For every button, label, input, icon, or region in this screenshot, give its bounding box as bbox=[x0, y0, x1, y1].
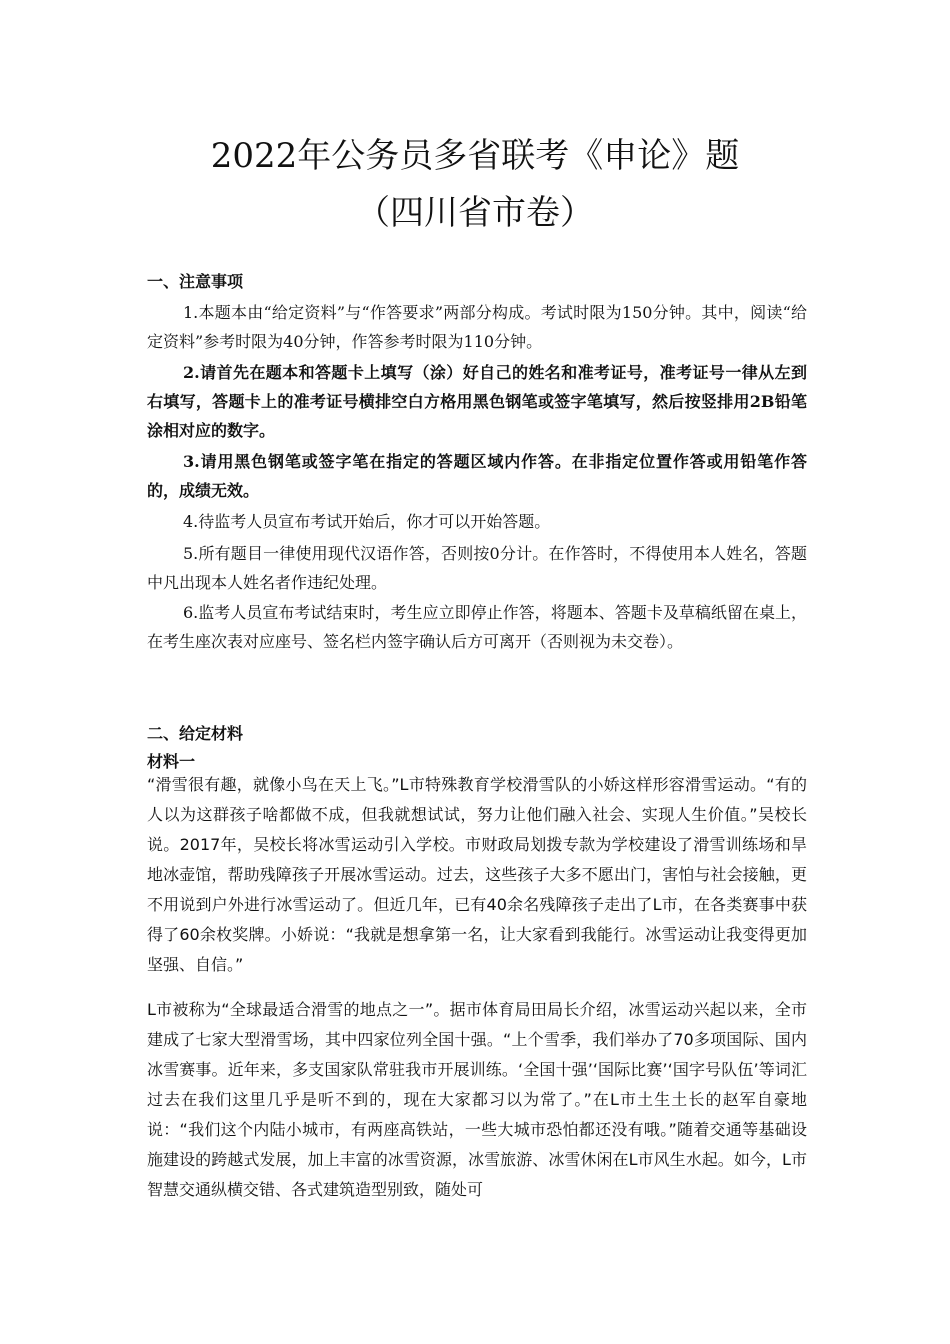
notice-item: 1.本题本由“给定资料”与“作答要求”两部分构成。考试时限为150分钟。其中，阅读“给定资料”参考时限为40分钟，作答参考时限为110分钟。 bbox=[147, 303, 807, 351]
document-subtitle: （四川省市卷） bbox=[356, 193, 594, 233]
notice-item: 4.待监考人员宣布考试开始后，你才可以开始答题。 bbox=[183, 512, 551, 531]
document-title: 2022年公务员多省联考《申论》题 bbox=[210, 136, 740, 176]
notice-item: 2.请首先在题本和答题卡上填写（涂）好自己的姓名和准考证号，准考证号一律从左到右填写，答题卡上的准考证号横排空白方格用黑色钢笔或签字笔填写，然后按竖排用2B铅笔涂相对应的数字。 bbox=[147, 363, 807, 440]
notice-item: 5.所有题目一律使用现代汉语作答，否则按0分计。在作答时，不得使用本人姓名，答题中凡出现本人姓名者作违纪处理。 bbox=[147, 544, 807, 592]
material-title: 材料一 bbox=[147, 752, 196, 771]
material-paragraph: L市被称为“全球最适合滑雪的地点之一”。据市体育局田局长介绍，冰雪运动兴起以来，全市建成了七家大型滑雪场，其中四家位列全国十强。“上个雪季，我们举办了70多项国际、国内冰雪赛事。近年来，多支国家队常驻我市开展训练。‘全国十强’‘国际比赛’‘国字号队伍’等词汇过去在我们这里几乎是听不到的，现在大家都习以为常了。”在L市土生土长的赵军自豪地说：“我们这个内陆小城市，有两座高铁站，一些大城市恐怕都还没有哦。”随着交通等基础设施建设的跨越式发展，加上丰富的冰雪资源，冰雪旅游、冰雪休闲在L市风生水起。如今，L市智慧交通纵横交错、各式建筑造型别致，随处可 bbox=[147, 1000, 807, 1199]
notice-item: 6.监考人员宣布考试结束时，考生应立即停止作答，将题本、答题卡及草稿纸留在桌上，在考生座次表对应座号、签名栏内签字确认后方可离开（否则视为未交卷）。 bbox=[147, 603, 807, 651]
material-paragraph: “滑雪很有趣，就像小鸟在天上飞。”L市特殊教育学校滑雪队的小娇这样形容滑雪运动。“有的人以为这群孩子啥都做不成，但我就想试试，努力让他们融入社会、实现人生价值。”吴校长说。2017年，吴校长将冰雪运动引入学校。市财政局划拨专款为学校建设了滑雪训练场和旱地冰壶馆，帮助残障孩子开展冰雪运动。过去，这些孩子大多不愿出门，害怕与社会接触，更不用说到户外进行冰雪运动了。但近几年，已有40余名残障孩子走出了L市，在各类赛事中获得了60余枚奖牌。小娇说：“我就是想拿第一名，让大家看到我能行。冰雪运动让我变得更加坚强、自信。” bbox=[147, 775, 807, 974]
section-heading-notes: 一、注意事项 bbox=[147, 272, 244, 291]
notice-item: 3.请用黑色钢笔或签字笔在指定的答题区域内作答。在非指定位置作答或用铅笔作答的，成绩无效。 bbox=[147, 452, 807, 500]
section-heading-materials: 二、给定材料 bbox=[147, 724, 244, 743]
